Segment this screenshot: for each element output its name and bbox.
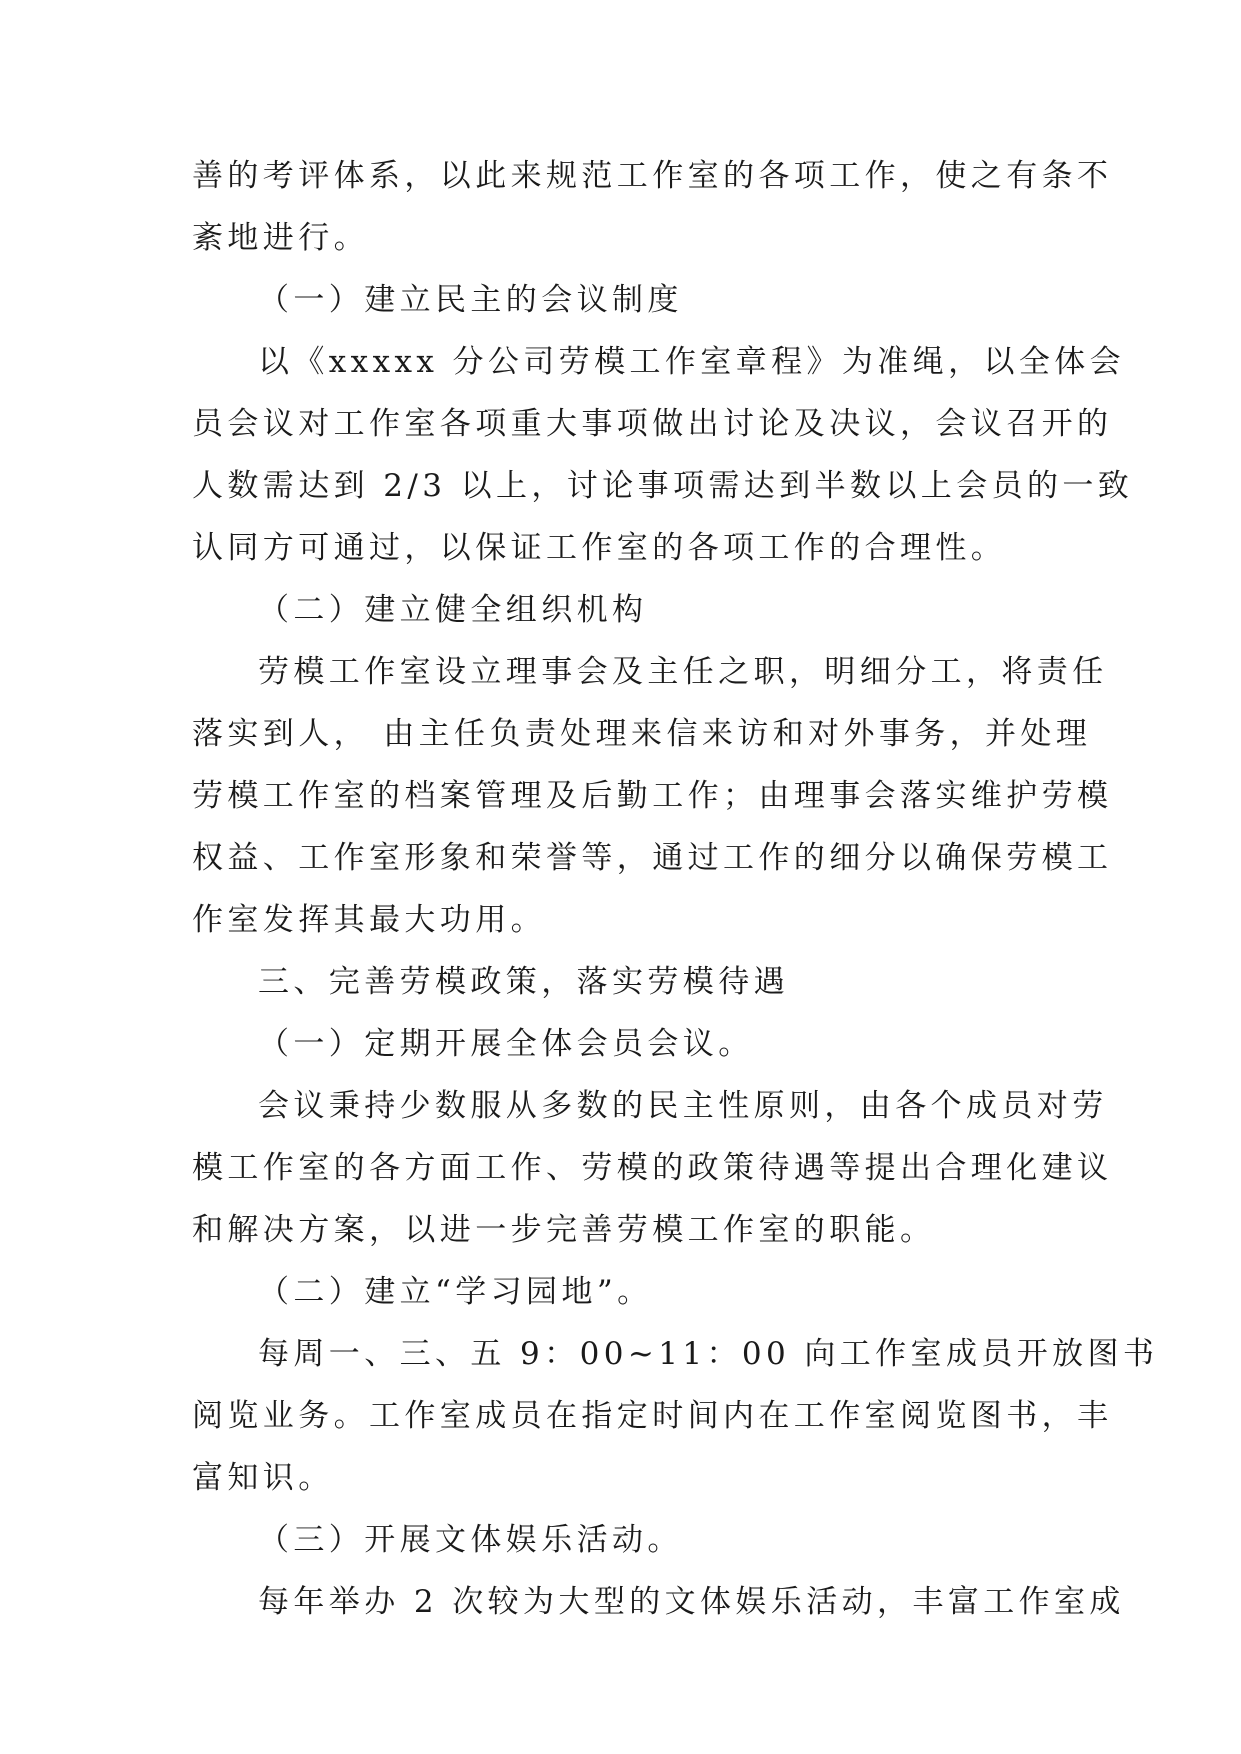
body-line: 劳模工作室的档案管理及后勤工作；由理事会落实维护劳模 — [192, 778, 1113, 814]
body-line: 员会议对工作室各项重大事项做出讨论及决议，会议召开的 — [192, 406, 1113, 442]
body-line: 权益、工作室形象和荣誉等，通过工作的细分以确保劳模工 — [192, 840, 1113, 876]
body-line: 人数需达到 2/3 以上，讨论事项需达到半数以上会员的一致 — [192, 468, 1134, 504]
paragraph-first-line: 每周一、三、五 9：00~11：00 向工作室成员开放图书 — [258, 1336, 1159, 1372]
paragraph-first-line: 会议秉持少数服从多数的民主性原则，由各个成员对劳 — [258, 1088, 1108, 1124]
body-line: 落实到人， 由主任负责处理来信来访和对外事务，并处理 — [192, 716, 1092, 752]
body-line: 阅览业务。工作室成员在指定时间内在工作室阅览图书，丰 — [192, 1398, 1113, 1434]
chapter-heading: 三、完善劳模政策，落实劳模待遇 — [258, 964, 789, 1000]
section-heading: （二）建立“学习园地”。 — [258, 1274, 653, 1310]
body-line: 作室发挥其最大功用。 — [192, 902, 546, 938]
section-heading: （三）开展文体娱乐活动。 — [258, 1522, 683, 1558]
body-line: 认同方可通过，以保证工作室的各项工作的合理性。 — [192, 530, 1007, 566]
paragraph-first-line: 每年举办 2 次较为大型的文体娱乐活动，丰富工作室成 — [258, 1584, 1125, 1620]
paragraph-first-line: 劳模工作室设立理事会及主任之职，明细分工，将责任 — [258, 654, 1108, 690]
body-line: 模工作室的各方面工作、劳模的政策待遇等提出合理化建议 — [192, 1150, 1113, 1186]
body-line: 善的考评体系，以此来规范工作室的各项工作，使之有条不 — [192, 158, 1113, 194]
document-page — [192, 158, 1159, 1620]
section-heading: （二）建立健全组织机构 — [258, 592, 648, 628]
body-line: 富知识。 — [192, 1460, 334, 1496]
section-heading: （一）建立民主的会议制度 — [258, 282, 683, 318]
paragraph-first-line: 以《xxxxx 分公司劳模工作室章程》为准绳，以全体会 — [258, 344, 1126, 380]
body-line: 和解决方案，以进一步完善劳模工作室的职能。 — [192, 1212, 936, 1248]
section-heading: （一）定期开展全体会员会议。 — [258, 1026, 754, 1062]
body-line: 紊地进行。 — [192, 220, 369, 256]
